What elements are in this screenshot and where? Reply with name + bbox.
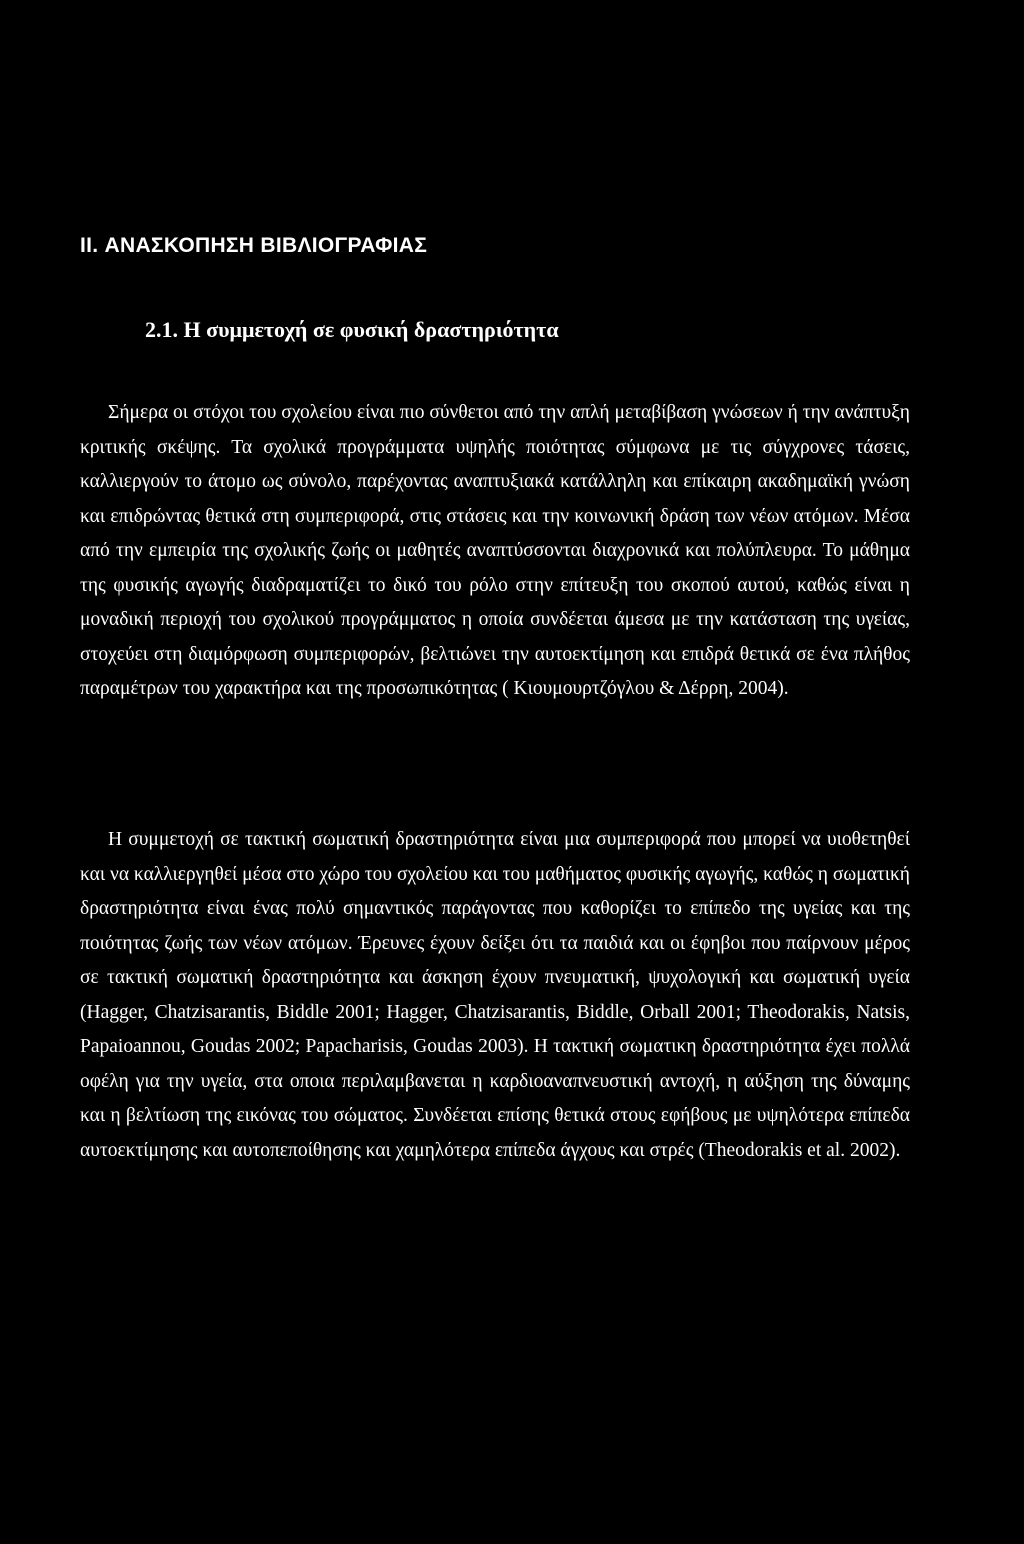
chapter-heading: II. ΑΝΑΣΚΟΠΗΣΗ ΒΙΒΛΙΟΓΡΑΦΙΑΣ: [80, 234, 428, 257]
paragraph-2: Η συμμετοχή σε τακτική σωματική δραστηριότητα είναι μια συμπεριφορά που μπορεί να υιοθετηθεί και να καλλιεργηθεί μέσα στο χώρο του σχολείου και του μαθήματος φυσικής αγωγής, καθώς η σωματική δραστηριότητα είναι ένας πολύ σημαντικός παράγοντας που καθορίζει το επίπεδο της υγείας και της ποιότητας ζωής των νέων ατόμων. Έρευνες έχουν δείξει ότι τα παιδιά και οι έφηβοι που παίρνουν μέρος σε τακτική σωματική δραστηριότητα και άσκηση έχουν πνευματική, ψυχολογική και σωματική υγεία (Hagger, Chatzisarantis, Biddle 2001; Hagger, Chatzisarantis, Biddle, Orball 2001; Theodorakis, Natsis, Papaioannou, Goudas 2002; Papacharisis, Goudas 2003). Η τακτική σωματικη δραστηριότητα έχει πολλά οφέλη για την υγεία, στα οποια περιλαμβανεται η καρδιοαναπνευστική αντοχή, η αύξηση της δύναμης και η βελτίωση της εικόνας του σώματος. Συνδέεται επίσης θετικά στους εφήβους με υψηλότερα επίπεδα αυτοεκτίμησης και αυτοπεποίθησης και χαμηλότερα επίπεδα άγχους και στρές (Theodorakis et al. 2002).: [80, 829, 910, 1161]
section-heading: 2.1. Η συμμετοχή σε φυσική δραστηριότητα: [145, 317, 559, 342]
paragraph-1: Σήμερα οι στόχοι του σχολείου είναι πιο σύνθετοι από την απλή μεταβίβαση γνώσεων ή την ανάπτυξη κριτικής σκέψης. Τα σχολικά προγράμματα υψηλής ποιότητας σύμφωνα με τις σύγχρονες τάσεις, καλλιεργούν το άτομο ως σύνολο, παρέχοντας αναπτυξιακά κατάλληλη και επίκαιρη ακαδημαϊκή γνώση και επιδρώντας θετικά στη συμπεριφορά, στις στάσεις και την κοινωνική δράση των νέων ατόμων. Μέσα από την εμπειρία της σχολικής ζωής οι μαθητές αναπτύσσονται διαχρονικά και πολύπλευρα. Το μάθημα της φυσικής αγωγής διαδραματίζει το δικό του ρόλο στην επίτευξη του σκοπού αυτού, καθώς είναι η μοναδική περιοχή του σχολικού προγράμματος η οποία συνδέεται άμεσα με την κατάσταση της υγείας, στοχεύει στη διαμόρφωση συμπεριφορών, βελτιώνει την αυτοεκτίμηση και επιδρά θετικά σε ένα πλήθος παραμέτρων του χαρακτήρα και της προσωπικότητας ( Κιουμουρτζόγλου & Δέρρη, 2004).: [80, 402, 910, 699]
